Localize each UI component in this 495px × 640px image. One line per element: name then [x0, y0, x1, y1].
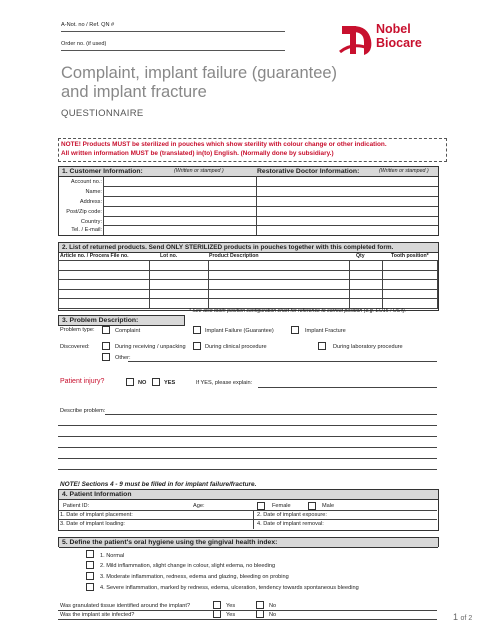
- other-label: Other:: [115, 355, 131, 361]
- address-label: Address:: [79, 199, 102, 205]
- laboratory-procedure-checkbox[interactable]: [318, 342, 326, 350]
- describe-line[interactable]: [58, 425, 437, 426]
- order-number-field[interactable]: [61, 50, 285, 51]
- injury-yes-label: YES: [164, 380, 176, 386]
- col-article-no: Article no. / Procera File no.: [60, 253, 129, 259]
- col-tooth-position: Tooth position*: [391, 253, 429, 259]
- implant-loading-label: 3. Date of implant loading:: [60, 521, 125, 527]
- col-product-description: Product Description: [209, 253, 259, 259]
- implant-failure-checkbox[interactable]: [193, 326, 201, 334]
- hygiene-option-3: 3. Moderate inflammation, redness, edema and glazing, bleeding on probing: [100, 574, 289, 580]
- description-cell[interactable]: [209, 280, 350, 290]
- brand-line2: Biocare: [376, 36, 422, 50]
- implant-failure-label: Implant Failure (Guarantee): [205, 328, 274, 334]
- describe-line[interactable]: [58, 469, 437, 470]
- article-cell[interactable]: [59, 280, 150, 290]
- description-cell[interactable]: [209, 270, 350, 280]
- discovered-label: Discovered:: [60, 344, 90, 350]
- country-label: Country:: [80, 219, 102, 225]
- page-title-line1: Complaint, implant failure (guarantee): [61, 64, 338, 82]
- patient-info-title: 4. Patient Information: [59, 490, 438, 500]
- notice-line2: All written information MUST be (translated) in(to) English. (Normally done by subsidiary.): [61, 150, 334, 157]
- returned-products-table: [58, 260, 438, 309]
- patient-row-divider: [58, 510, 437, 511]
- reference-number-field[interactable]: [61, 31, 285, 32]
- description-cell[interactable]: [209, 289, 350, 299]
- doctor-written-note: (Written or stamped ): [379, 168, 429, 174]
- page-number: [453, 612, 472, 622]
- patient-injury-label: Patient injury?: [60, 378, 105, 385]
- infected-no-label: No: [269, 612, 277, 618]
- implant-exposure-label: 2. Date of implant exposure:: [257, 512, 327, 518]
- granulated-no-checkbox[interactable]: [256, 601, 264, 609]
- qty-cell[interactable]: [350, 280, 383, 290]
- patient-id-label: Patient ID:: [63, 503, 90, 509]
- name-field[interactable]: [103, 196, 438, 197]
- receiving-unpacking-checkbox[interactable]: [102, 342, 110, 350]
- hygiene-option-4: 4. Severe inflammation, marked by redness, edema, ulceration, tendency towards spontaneous bleeding: [100, 585, 359, 591]
- question-divider: [58, 610, 437, 611]
- reference-number-label: A-Not. no / Ref. QN #: [61, 22, 115, 28]
- injury-no-label: NO: [138, 380, 147, 386]
- receiving-unpacking-label: During receiving / unpacking: [115, 344, 186, 350]
- hygiene-severe-checkbox[interactable]: [86, 583, 94, 591]
- infected-no-checkbox[interactable]: [256, 610, 264, 618]
- describe-line[interactable]: [58, 436, 437, 437]
- brand-line1: Nobel: [376, 22, 411, 36]
- col-qty: Qty: [356, 253, 365, 259]
- lot-cell[interactable]: [150, 280, 209, 290]
- clinical-procedure-checkbox[interactable]: [193, 342, 201, 350]
- implant-removal-label: 4. Date of implant removal:: [257, 521, 324, 527]
- complaint-checkbox[interactable]: [102, 326, 110, 334]
- hygiene-mild-checkbox[interactable]: [86, 561, 94, 569]
- article-cell[interactable]: [59, 261, 150, 271]
- female-checkbox[interactable]: [257, 502, 265, 510]
- injury-explain-field[interactable]: [258, 387, 437, 388]
- infected-yes-checkbox[interactable]: [213, 610, 221, 618]
- hygiene-normal-checkbox[interactable]: [86, 550, 94, 558]
- returned-products-title: 2. List of returned products. Send ONLY STERILIZED products in pouches together with this completed form.: [59, 243, 438, 253]
- col-lot-no: Lot no.: [160, 253, 178, 259]
- injury-yes-checkbox[interactable]: [152, 378, 160, 386]
- postcode-field[interactable]: [103, 216, 438, 217]
- customer-written-note: (Written or stamped ): [174, 168, 224, 174]
- country-field[interactable]: [103, 225, 438, 226]
- problem-type-label: Problem type:: [60, 327, 95, 333]
- tooth-cell[interactable]: [383, 270, 438, 280]
- patient-col-divider: [253, 510, 254, 529]
- describe-problem-label: Describe problem:: [60, 408, 106, 414]
- patient-row-divider: [58, 519, 437, 520]
- if-yes-label: If YES, please explain:: [196, 380, 253, 386]
- site-infected-question: Was the implant site infected?: [60, 612, 135, 618]
- implant-fracture-checkbox[interactable]: [291, 326, 299, 334]
- hygiene-option-1: 1. Normal: [100, 553, 125, 559]
- tooth-cell[interactable]: [383, 280, 438, 290]
- notice-line1: NOTE! Products MUST be sterilized in pouches which show sterility with colour change or other indication.: [61, 141, 387, 148]
- lot-cell[interactable]: [150, 289, 209, 299]
- granulated-no-label: No: [269, 603, 277, 609]
- name-label: Name:: [85, 189, 102, 195]
- customer-info-section: [58, 166, 439, 236]
- postcode-label: Post/Zip code:: [66, 209, 102, 215]
- sections-notice: NOTE! Sections 4 - 9 must be filled in for implant failure/fracture.: [60, 481, 257, 488]
- injury-no-checkbox[interactable]: [126, 378, 134, 386]
- granulated-yes-label: Yes: [226, 603, 236, 609]
- qty-cell[interactable]: [350, 289, 383, 299]
- implant-fracture-label: Implant Fracture: [305, 328, 346, 334]
- description-cell[interactable]: [209, 261, 350, 271]
- implant-placement-label: 1. Date of implant placement:: [60, 512, 133, 518]
- question-divider: [58, 619, 437, 620]
- logo-mark-icon: [338, 22, 378, 58]
- lot-cell[interactable]: [150, 261, 209, 271]
- tooth-position-footnote: * See also tooth position configuration chart for reference to correct position (e.g. EU15 / US4).: [189, 308, 407, 314]
- page-current: 1: [453, 612, 459, 622]
- customer-info-header: [59, 167, 438, 177]
- order-number-label: Order no. (if used): [61, 41, 107, 47]
- other-field[interactable]: [128, 361, 437, 362]
- granulated-tissue-question: Was granulated tissue identified around the implant?: [60, 603, 191, 609]
- complaint-label: Complaint: [115, 328, 141, 334]
- page-total: of 2: [460, 615, 473, 622]
- sterilization-notice: [58, 138, 447, 162]
- page-title-line2: and implant fracture: [61, 83, 207, 101]
- article-cell[interactable]: [59, 289, 150, 299]
- tooth-cell[interactable]: [383, 261, 438, 271]
- granulated-yes-checkbox[interactable]: [213, 601, 221, 609]
- other-checkbox[interactable]: [102, 353, 110, 361]
- male-label: Male: [322, 503, 335, 509]
- lot-cell[interactable]: [150, 270, 209, 280]
- article-cell[interactable]: [59, 299, 150, 309]
- infected-yes-label: Yes: [226, 612, 236, 618]
- problem-description-title: 3. Problem Description:: [58, 315, 185, 326]
- page-subtitle: QUESTIONNAIRE: [61, 108, 144, 119]
- hygiene-option-2: 2. Mild inflammation, slight change in colour, slight edema, no bleeding: [100, 563, 276, 569]
- nobel-biocare-logo: [338, 20, 448, 60]
- female-label: Female: [272, 503, 291, 509]
- tooth-cell[interactable]: [383, 289, 438, 299]
- describe-line[interactable]: [58, 447, 437, 448]
- tel-email-label: Tel. / E-mail:: [71, 227, 102, 233]
- table-row: [59, 261, 438, 271]
- address-field[interactable]: [103, 206, 438, 207]
- describe-line[interactable]: [105, 414, 437, 415]
- account-no-field[interactable]: [103, 186, 438, 187]
- doctor-info-title: Restorative Doctor Information:: [257, 168, 360, 175]
- hygiene-moderate-checkbox[interactable]: [86, 572, 94, 580]
- male-checkbox[interactable]: [308, 502, 316, 510]
- laboratory-procedure-label: During laboratory procedure: [333, 344, 403, 350]
- table-row: [59, 270, 438, 280]
- oral-hygiene-section: [58, 537, 439, 547]
- clinical-procedure-label: During clinical procedure: [205, 344, 267, 350]
- table-row: [59, 280, 438, 290]
- table-row: [59, 289, 438, 299]
- oral-hygiene-title: 5. Define the patient's oral hygiene using the gingival health index:: [59, 538, 438, 548]
- qty-cell[interactable]: [350, 261, 383, 271]
- customer-info-title: 1. Customer Information:: [62, 168, 143, 175]
- account-no-label: Account no.:: [70, 179, 102, 185]
- qty-cell[interactable]: [350, 270, 383, 280]
- describe-line[interactable]: [58, 458, 437, 459]
- article-cell[interactable]: [59, 270, 150, 280]
- age-label: Age:: [193, 503, 205, 509]
